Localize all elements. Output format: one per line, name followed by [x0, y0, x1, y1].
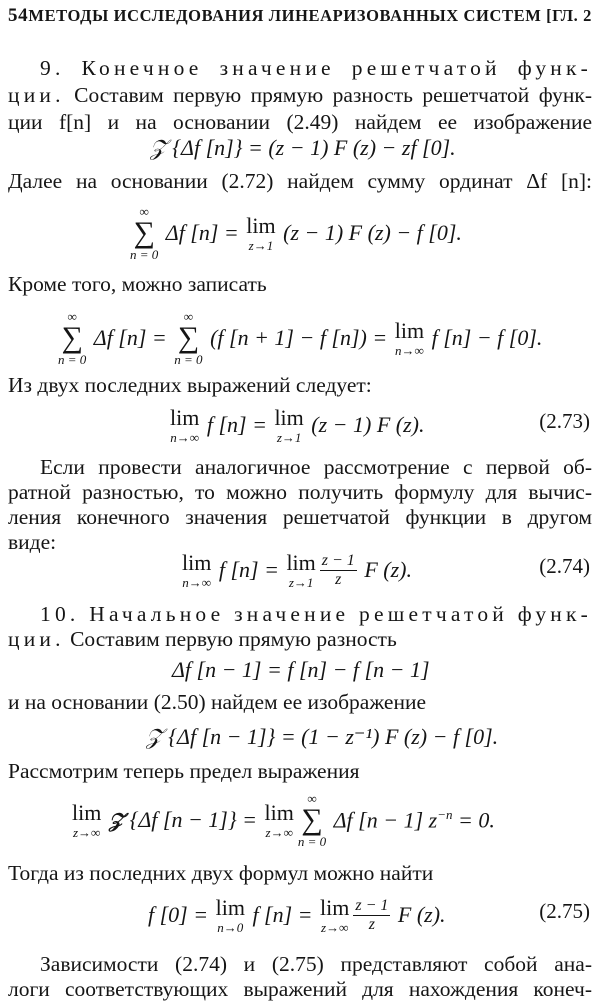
equation-limit-zero: lim z→∞ 𝒵 {Δf [n − 1]} = lim z→∞ ∞ ∑ n = 0 Δf [n − 1] $z^{-n} = 0$.	[72, 791, 495, 849]
equation-backward-diff: Δf [n − 1] = f [n] − f [n − 1]	[172, 657, 430, 682]
equation-2-75: f [0] = lim n→0 f [n] = lim z→∞ $\frac{z - 1}{z}$ F (z). (2.75)	[148, 894, 590, 935]
section-9-line-1: ции. Составим первую прямую разность решетчатой функ-	[8, 83, 592, 107]
equation-number-2-75: (2.75)	[539, 899, 590, 923]
section-9-heading: 9. Конечное значение решетчатой функ-	[40, 56, 592, 80]
section-10-line-3: Рассмотрим теперь предел выражения	[8, 759, 360, 783]
page-number: 54	[8, 5, 29, 26]
section-9-line-4: Кроме того, можно записать	[8, 272, 267, 296]
running-title: МЕТОДЫ ИССЛЕДОВАНИЯ ЛИНЕАРИЗОВАННЫХ СИСТЕМ [ГЛ. 2	[28, 6, 592, 25]
paragraph-2-line-3: ления конечного значения решетчатой функции в другом	[8, 505, 592, 529]
section-9-heading-cont: ции.	[8, 83, 65, 107]
section-10-line-2: и на основании (2.50) найдем ее изображение	[8, 690, 427, 714]
paragraph-2-line-1: Если провести аналогичное рассмотрение с первой об-	[40, 455, 592, 479]
equation-z-transform-diff: 𝒵 {Δf [n]} = (z − 1) F (z) − zf [0].	[150, 135, 456, 160]
closing-line-2: логи соответствующих выражений для нахождения конеч-	[8, 977, 592, 1001]
equation-number-2-74: (2.74)	[539, 554, 590, 578]
section-9-line-2: ции f[n] и на основании (2.49) найдем ее изображение	[8, 110, 592, 134]
section-10-line-4: Тогда из последних двух формул можно найти	[8, 861, 434, 885]
section-9-line-5: Из двух последних выражений следует:	[8, 373, 372, 397]
equation-sum-limit: ∞ ∑ n = 0 Δf [n] = ∞ ∑ n = 0 (f [n + 1] − f [n]) = lim n→∞ f [n] − f [0].	[58, 309, 543, 367]
equation-2-73: lim n→∞ f [n] = lim z→1 (z − 1) F (z). (2.73)	[170, 404, 590, 445]
paragraph-2-line-4: виде:	[8, 530, 57, 554]
section-10-heading: 10. Начальное значение решетчатой функ-	[40, 602, 592, 626]
paragraph-2-line-2: ратной разностью, то можно получить формулу для вычис-	[8, 480, 592, 504]
equation-2-74: lim n→∞ f [n] = lim z→1 $\frac{z - 1}{z}$ F (z). (2.74)	[182, 549, 590, 590]
equation-sum-ordinates: ∞ ∑ n = 0 Δf [n] = lim z→1 (z − 1) F (z) − f [0].	[130, 204, 462, 262]
section-10-line-1: ции. Составим первую прямую разность	[8, 627, 397, 651]
running-header	[8, 2, 592, 30]
equation-number-2-73: (2.73)	[539, 409, 590, 433]
equation-z-transform-backward: 𝒵 {Δf [n − 1]} = (1 − z⁻¹) F (z) − f [0].	[146, 724, 499, 749]
section-9-line-3: Далее на основании (2.72) найдем сумму ординат Δf [n]:	[8, 169, 592, 193]
closing-line-1: Зависимости (2.74) и (2.75) представляют собой ана-	[40, 952, 592, 976]
